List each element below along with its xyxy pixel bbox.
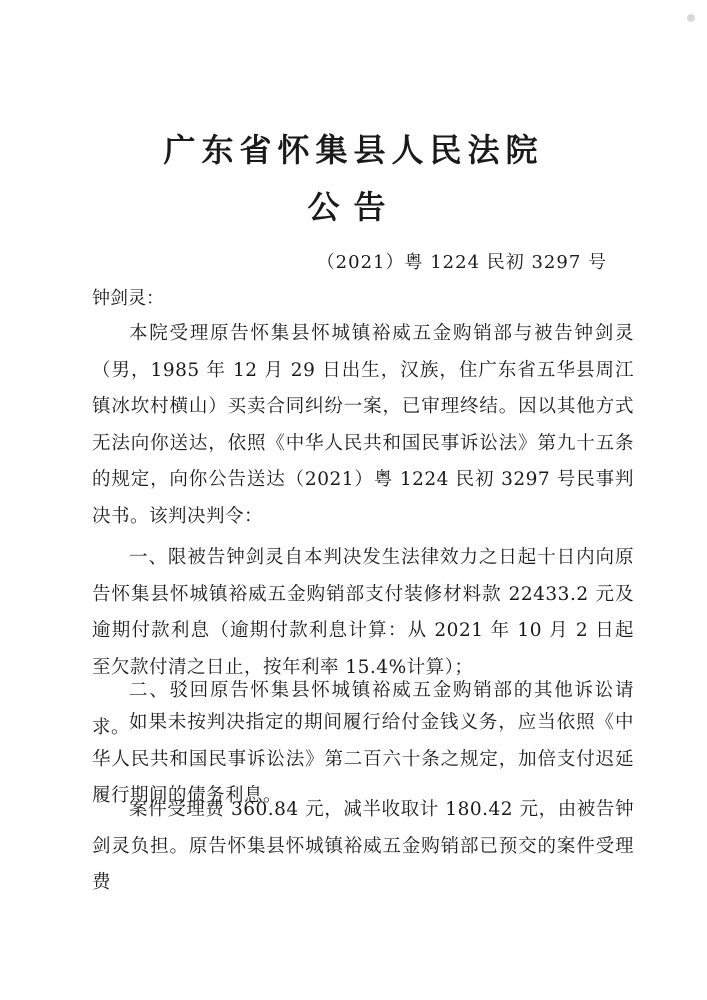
notice-heading: 公告 xyxy=(307,188,400,226)
paragraph-text: 案件受理费 360.84 元，减半收取计 180.42 元，由被告钟剑灵负担。原告怀集县怀城镇裕威五金购销部已预交的案件受理费 xyxy=(92,799,634,893)
scan-mark xyxy=(687,14,695,22)
court-title: 广东省怀集县人民法院 xyxy=(163,131,544,169)
paragraph-text: 本院受理原告怀集县怀城镇裕威五金购销部与被告钟剑灵（男，1985 年 12 月 29 日出生，汉族，住广东省五华县周江镇冰坎村横山）买卖合同纠纷一案，已审理终结。因以其他方式无法向你送达，依照《中华人民共和国民事诉讼法》第九十五条的规定，向你公告送达（2021）粤 1224 民初 3297 号民事判决书。该判决判令： xyxy=(92,323,634,527)
paragraph-text: 一、限被告钟剑灵自本判决发生法律效力之日起十日内向原告怀集县怀城镇裕威五金购销部支付装修材料款 22433.2 元及逾期付款利息（逾期付款利息计算：从 2021 年 10 月 2 日起至欠款付清之日止，按年利率 15.4%计算）； xyxy=(92,547,634,678)
addressee: 钟剑灵： xyxy=(92,288,164,309)
paragraph-text: 二、驳回原告怀集县怀城镇裕威五金购销部的其他诉讼请求。 xyxy=(92,680,634,738)
body-paragraph-fees xyxy=(92,792,634,902)
body-paragraph-intro xyxy=(92,316,634,535)
paragraph-text: 如果未按判决指定的期间履行给付金钱义务，应当依照《中华人民共和国民事诉讼法》第二百六十条之规定，加倍支付迟延履行期间的债务利息。 xyxy=(92,712,634,806)
body-paragraph-judgment-1 xyxy=(92,540,634,686)
case-number: （2021）粤 1224 民初 3297 号 xyxy=(316,252,607,273)
